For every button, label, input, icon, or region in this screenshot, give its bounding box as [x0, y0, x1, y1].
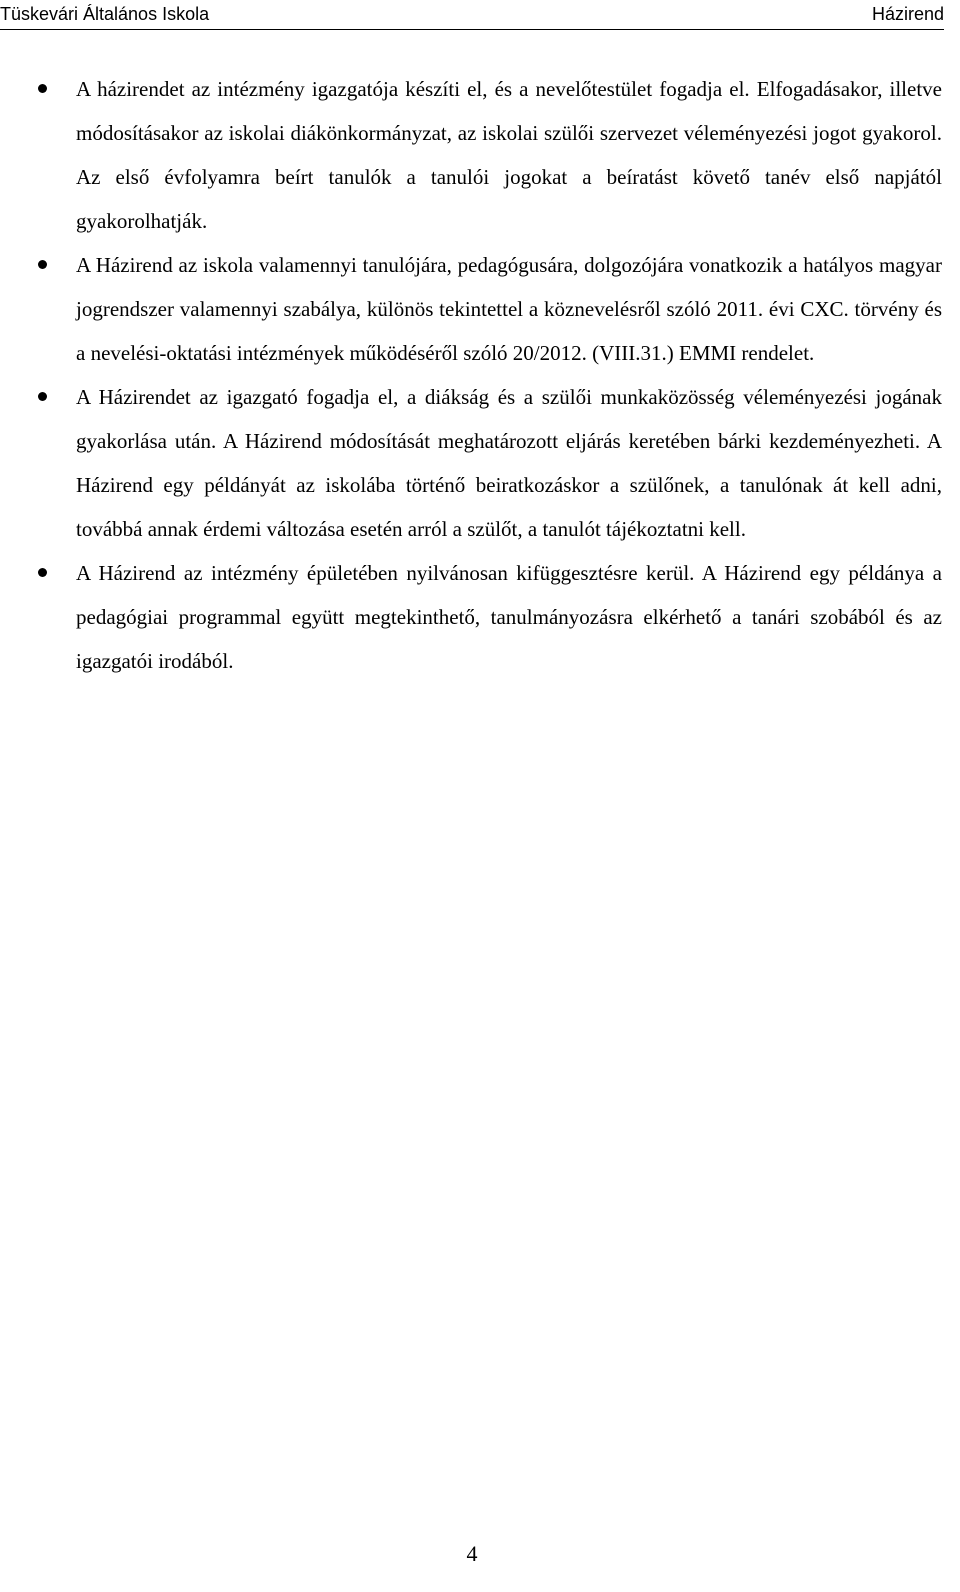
- list-item: [76, 375, 942, 551]
- header-divider: [0, 29, 944, 30]
- list-item: [76, 67, 942, 243]
- bullet-list: [76, 67, 942, 683]
- bullet-dot-icon: [38, 260, 47, 269]
- page-number: 4: [466, 1541, 478, 1566]
- list-item-text: A Házirend az iskola valamennyi tanulójára, pedagógusára, dolgozójára vonatkozik a hatályos magyar jogrendszer valamennyi szabálya, különös tekintettel a köznevelésről szóló 2011. évi CXC. törvény és a nevelési-oktatási intézmények működéséről szóló 20/2012. (VIII.31.) EMMI rendelet.: [76, 253, 942, 365]
- running-header: [0, 0, 944, 30]
- bullet-dot-icon: [38, 84, 47, 93]
- list-item-text: A házirendet az intézmény igazgatója készíti el, és a nevelőtestület fogadja el. Elfogadásakor, illetve módosításakor az iskolai diákönkormányzat, az iskolai szülői szervezet véleményezési jogot gyakorol. Az első évfolyamra beírt tanulók a tanulói jogokat a beíratást követő tanév első napjától gyakorolhatják.: [76, 77, 942, 233]
- list-item: [76, 551, 942, 683]
- bullet-dot-icon: [38, 392, 47, 401]
- document-body: [76, 67, 942, 683]
- header-document-title: Házirend: [871, 4, 944, 24]
- list-item: [76, 243, 942, 375]
- list-item-text: A Házirendet az igazgató fogadja el, a diákság és a szülői munkaközösség véleményezési jogának gyakorlása után. A Házirend módosítását meghatározott eljárás keretében bárki kezdeményezheti. A Házirend egy példányát az iskolába történő beiratkozáskor a szülőnek, a tanulónak át kell adni, továbbá annak érdemi változása esetén arról a szülőt, a tanulót tájékoztatni kell.: [76, 385, 942, 541]
- list-item-text: A Házirend az intézmény épületében nyilvánosan kifüggesztésre kerül. A Házirend egy példánya a pedagógiai programmal együtt megtekinthető, tanulmányozásra elkérhető a tanári szobából és az igazgatói irodából.: [76, 561, 942, 673]
- header-school-name: Tüskevári Általános Iskola: [0, 4, 210, 24]
- bullet-dot-icon: [38, 568, 47, 577]
